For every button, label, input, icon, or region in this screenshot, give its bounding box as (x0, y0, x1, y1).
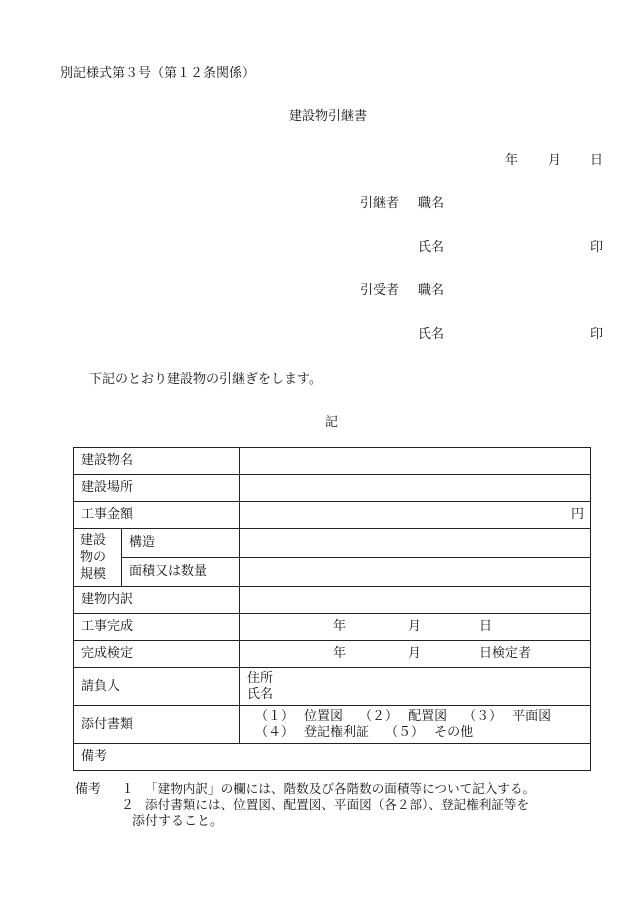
inspection-year: 年 (333, 646, 347, 661)
intro-text: 下記のとおり建設物の引継ぎをします。 (89, 372, 322, 387)
area-qty-field[interactable] (240, 558, 591, 587)
contractor-name-label: 氏名 (247, 686, 274, 702)
completion-label: 工事完成 (74, 614, 240, 641)
scale-label-line1: 建設 (80, 533, 107, 548)
attach-item-1: 位置図 (304, 708, 344, 724)
inspection-label: 完成検定 (74, 641, 240, 668)
note-1-number: １ (121, 782, 135, 797)
building-name-field[interactable] (240, 448, 591, 475)
date-year-label: 年 (505, 153, 519, 168)
inspector-label: 日検定者 (479, 646, 532, 661)
structure-label: 構造 (122, 529, 240, 558)
attach-item-3: 平面図 (512, 708, 552, 724)
table-row (74, 744, 591, 771)
contractor-label: 請負人 (74, 668, 240, 706)
scale-label-line2: 物の (80, 550, 107, 565)
document-title: 建設物引継書 (289, 109, 368, 124)
remarks-label: 備考 (74, 744, 591, 771)
cost-label: 工事金額 (74, 502, 240, 529)
attach-item-2: 配置図 (408, 708, 448, 724)
completion-day: 日 (479, 619, 493, 634)
transferee-seal: 印 (590, 327, 604, 342)
transferee-name-label: 氏名 (418, 327, 445, 342)
table-row (74, 587, 591, 614)
date-day-label: 日 (590, 153, 604, 168)
scale-label-line3: 規模 (80, 567, 107, 582)
table-row (74, 614, 591, 641)
structure-field[interactable] (240, 529, 591, 558)
note-2-number: ２ (121, 798, 135, 813)
transferor-seal: 印 (590, 240, 604, 255)
contractor-field[interactable] (240, 668, 591, 706)
attach-num-2: （２） (359, 708, 399, 724)
contractor-address-label: 住所 (247, 670, 274, 686)
table-row (74, 558, 591, 587)
scale-label (74, 529, 122, 587)
transferor-label: 引継者 (360, 196, 400, 211)
note-1-text: 「建物内訳」の欄には、階数及び各階数の面積等について記入する。 (145, 781, 536, 796)
handover-form-table (73, 447, 591, 771)
table-row (74, 641, 591, 668)
table-row (74, 502, 591, 529)
transferee-position-label: 職名 (418, 283, 445, 298)
ki-label: 記 (325, 415, 339, 430)
breakdown-field[interactable] (240, 587, 591, 614)
location-label: 建設場所 (74, 475, 240, 502)
completion-year: 年 (333, 619, 347, 634)
date-month-label: 月 (548, 153, 562, 168)
breakdown-label: 建物内訳 (74, 587, 240, 614)
inspection-field[interactable] (240, 641, 591, 668)
table-row (74, 529, 591, 558)
area-qty-label: 面積又は数量 (122, 558, 240, 587)
building-name-label: 建設物名 (74, 448, 240, 475)
transferee-label: 引受者 (360, 283, 400, 298)
table-row (74, 668, 591, 706)
completion-month: 月 (408, 619, 422, 634)
attachments-label: 添付書類 (74, 706, 240, 744)
cost-field[interactable] (240, 502, 591, 529)
table-row (74, 475, 591, 502)
attach-item-5: その他 (434, 724, 474, 740)
completion-date-field[interactable] (240, 614, 591, 641)
table-row (74, 448, 591, 475)
transferor-name-label: 氏名 (418, 240, 445, 255)
note-2-text: 添付書類には、位置図、配置図、平面図（各２部）、登記権利証等を (145, 797, 530, 812)
attachments-field (240, 706, 591, 744)
attach-num-3: （３） (463, 708, 503, 724)
transferor-position-label: 職名 (418, 196, 445, 211)
form-number: 別記様式第３号（第１２条関係） (60, 66, 256, 81)
location-field[interactable] (240, 475, 591, 502)
attach-num-5: （５） (385, 724, 425, 740)
attach-num-4: （４） (255, 724, 295, 740)
notes-label: 備考 (75, 782, 102, 797)
inspection-month: 月 (408, 646, 422, 661)
attach-item-4: 登記権利証 (304, 724, 370, 740)
table-row (74, 706, 591, 744)
note-2-continuation: 添付すること。 (132, 814, 224, 829)
attach-num-1: （１） (255, 708, 295, 724)
yen-unit: 円 (570, 507, 584, 522)
